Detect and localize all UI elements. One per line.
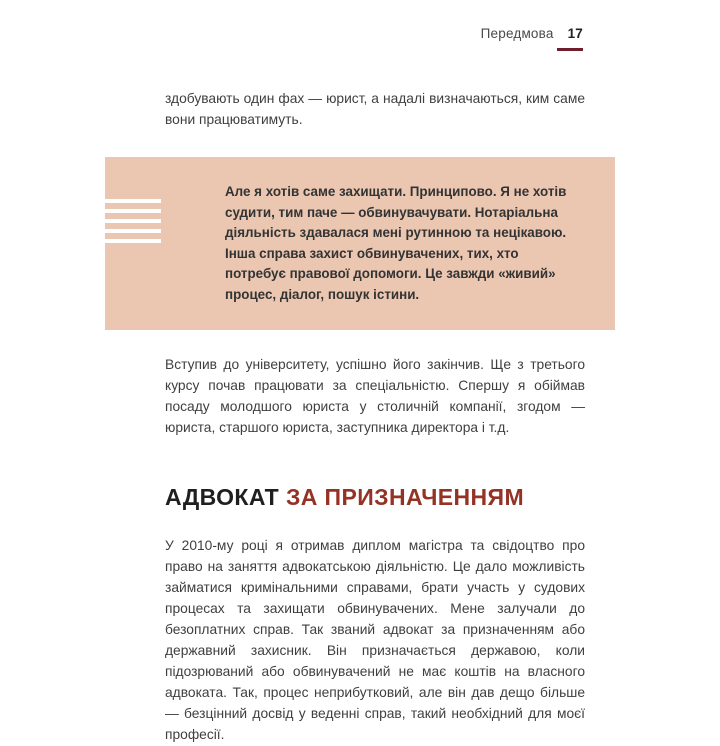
quote-block bbox=[105, 157, 615, 330]
page-header bbox=[165, 26, 583, 51]
section-heading-accent-part: ЗА ПРИЗНАЧЕННЯМ bbox=[285, 484, 525, 510]
chapter-label: Передмова bbox=[480, 26, 554, 41]
running-head bbox=[481, 26, 583, 41]
quote-text: Але я хотів саме захищати. Принципово. Я не хотів судити, тим паче — обвинувачувати. Нотаріальна діяльність здавалася мені рутинною та нецікавою. Інша справа захист обвинувачених, тих, хто потребує правової допомоги. Це завжди «живий» процес, діалог, пошук істини. bbox=[225, 184, 567, 302]
section-heading-dark-part: АДВОКАТ bbox=[165, 484, 280, 510]
body-paragraph-3: У 2010-му році я отримав диплом магістра та свідоцтво про право на заняття адвокатською діяльністю. Це дало можливість займатися кримінальними справами, брати участь у судових процесах та захищати обвинувачених. Мене залучали до безоплатних справ. Так званий адвокат за призначенням або державний захисник. Він призначається державою, коли підозрюваний або обвинувачений не має коштів на власного адвоката. Так, процес неприбутковий, але він дав дещо більше — безцінний досвід у веденні справ, такий необхідний для моєї професії. bbox=[165, 538, 585, 743]
page-number: 17 bbox=[567, 26, 583, 41]
body-paragraph-1: здобувають один фах — юрист, а надалі визначаються, ким саме вони працюватимуть. bbox=[165, 91, 585, 127]
page-content bbox=[165, 88, 585, 745]
section-heading bbox=[165, 484, 585, 510]
header-accent-rule bbox=[557, 48, 583, 51]
body-paragraph-2: Вступив до університету, успішно його закінчив. Ще з третього курсу почав працювати за спеціальністю. Спершу я обіймав посаду молодшого юриста у столичній компанії, згодом — юриста, старшого юриста, заступника директора і т.д. bbox=[165, 357, 585, 435]
book-page bbox=[0, 26, 720, 746]
stripes-decoration bbox=[105, 199, 161, 243]
